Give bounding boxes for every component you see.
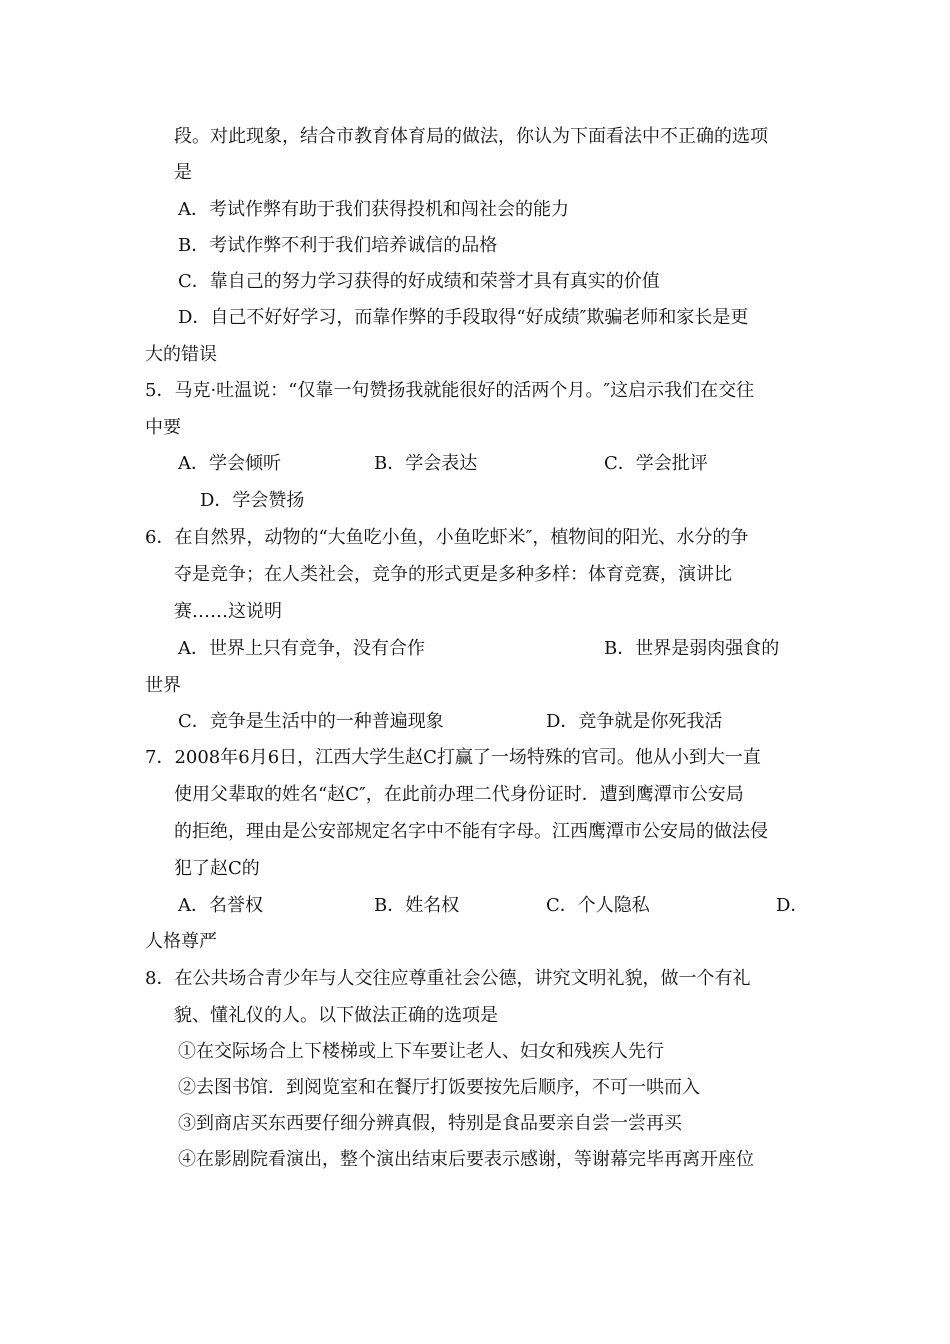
- q6-stem-line-1: 6．在自然界，动物的“大鱼吃小鱼，小鱼吃虾米″，植物间的阳光、水分的争: [145, 527, 749, 548]
- q4-option-d-line-1: D．自己不好好学习，而靠作弊的手段取得“好成绩″欺骗老师和家长是更: [178, 307, 749, 328]
- q8-item-4: ④在影剧院看演出，整个演出结束后要表示感谢，等谢幕完毕再离开座位: [178, 1149, 754, 1170]
- q6-stem-line-2: 夺是竞争；在人类社会，竞争的形式更是多种多样：体育竞赛，演讲比: [174, 564, 732, 585]
- q4-option-a: A．考试作弊有助于我们获得投机和闯社会的能力: [178, 199, 569, 220]
- q6-option-c: C．竞争是生活中的一种普遍现象: [178, 711, 444, 732]
- q7-stem-line-4: 犯了赵C的: [174, 858, 260, 879]
- q6-option-b: B．世界是弱肉强食的: [604, 638, 780, 659]
- q5-stem-line-1: 5．马克·吐温说：“仅靠一句赞扬我就能很好的活两个月。″这启示我们在交往: [145, 380, 755, 401]
- q7-option-b: B．姓名权: [374, 895, 460, 916]
- q6-option-b-continued: 世界: [145, 675, 181, 696]
- q5-option-a: A．学会倾听: [178, 453, 281, 474]
- q7-stem-line-3: 的拒绝，理由是公安部规定名字中不能有字母。江西鹰潭市公安局的做法侵: [174, 821, 768, 842]
- q7-stem-line-2: 使用父辈取的姓名“赵C″，在此前办理二代身份证时．遭到鹰潭市公安局: [174, 784, 744, 805]
- q5-option-d: D．学会赞扬: [200, 490, 305, 511]
- q7-option-d-continued: 人格尊严: [145, 931, 217, 952]
- q5-option-b: B．学会表达: [374, 453, 478, 474]
- q5-stem-line-2: 中要: [145, 417, 181, 438]
- q8-item-2: ②去图书馆．到阅览室和在餐厅打饭要按先后顺序，不可一哄而入: [178, 1077, 700, 1098]
- q8-stem-line-2: 貌、懂礼仪的人。以下做法正确的选项是: [174, 1005, 498, 1026]
- q4-option-b: B．考试作弊不利于我们培养诚信的品格: [178, 235, 498, 256]
- q4-option-d-line-2: 大的错误: [145, 344, 217, 365]
- q7-option-c: C．个人隐私: [546, 895, 650, 916]
- q8-item-3: ③到商店买东西要仔细分辨真假，特别是食品要亲自尝一尝再买: [178, 1113, 682, 1134]
- q8-stem-line-1: 8．在公共场合青少年与人交往应尊重社会公德，讲究文明礼貌，做一个有礼: [145, 968, 751, 989]
- q6-stem-line-3: 赛……这说明: [174, 601, 282, 622]
- q4-option-c: C．靠自己的努力学习获得的好成绩和荣誉才具有真实的价值: [178, 271, 660, 292]
- q6-option-d: D．竞争就是你死我活: [546, 711, 723, 732]
- q4-stem-line-2: 是: [174, 162, 192, 183]
- q5-option-c: C．学会批评: [604, 453, 708, 474]
- q8-item-1: ①在交际场合上下楼梯或上下车要让老人、妇女和残疾人先行: [178, 1041, 664, 1062]
- q7-option-d: D．: [776, 895, 809, 916]
- q4-stem-line-1: 段。对此现象，结合市教育体育局的做法，你认为下面看法中不正确的选项: [174, 126, 768, 147]
- q6-option-a: A．世界上只有竞争，没有合作: [178, 638, 425, 659]
- q7-option-a: A．名誉权: [178, 895, 263, 916]
- q7-stem-line-1: 7．2008年6月6日，江西大学生赵C打赢了一场特殊的官司。他从小到大一直: [145, 747, 761, 768]
